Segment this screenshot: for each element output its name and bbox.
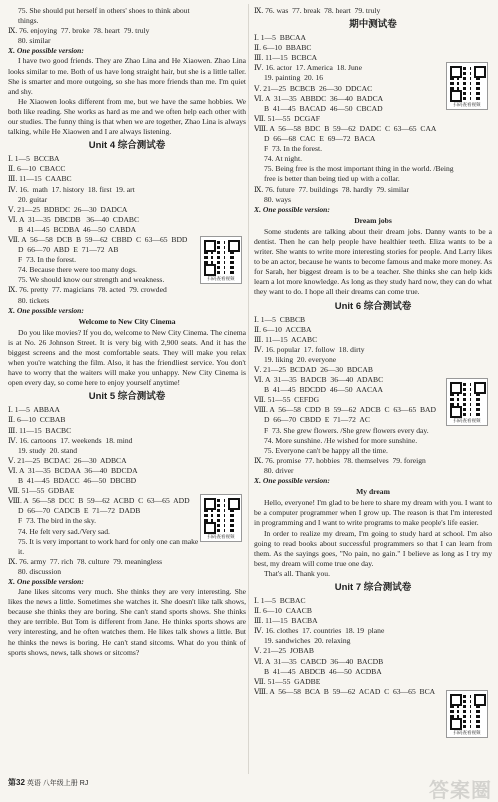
paragraph: Jane likes sitcoms very much. She thinks they are very interesting. She likes the news a little. Sometimes she watches it. She doesn't like talk shows, because she thinks they are boring. She can't stand sports shows. She thinks they are terrible. But Tom is different from Jane. He thinks sports shows are very interesting, and he often watches them. He likes talk shows a little. But he thinks the news is boring. He can't stand sitcoms. What do you think of sports shows, news, talk shows or sitcoms?: [8, 587, 246, 657]
qr-finder: [474, 66, 486, 78]
qr-caption: 扫码查看视频: [453, 730, 481, 735]
answer-line: Ⅰ. 1—5 BCCBA: [8, 154, 60, 164]
unit4-title: Unit 4 综合测试卷: [88, 140, 166, 152]
answer-line: Ⅵ. A 31—35 DBCDB 36—40 CDABC: [8, 214, 140, 224]
qr-code-unit4[interactable]: [200, 236, 242, 284]
answer-line: it.: [18, 546, 25, 556]
midterm-answers: [254, 33, 492, 205]
unit4-composition: [8, 328, 246, 389]
answer-line: Ⅷ. A 56—58 CDD B 59—62 ADCB C 63—65 BAD: [254, 405, 436, 415]
answer-line: Ⅰ. 1—5 CBBCB: [254, 314, 306, 324]
midterm-version-label: X. One possible version:: [254, 204, 330, 214]
answer-line: Ⅴ. 21—25 JOBAB: [254, 646, 314, 656]
answer-line: Ⅲ. 11—15 ACABC: [254, 334, 318, 344]
unit5-title: Unit 5 综合测试卷: [88, 391, 166, 403]
version-label: X. One possible version:: [8, 46, 84, 56]
answer-line: 80. discussion: [18, 566, 62, 576]
paragraph: I have two good friends. They are Zhao Lina and He Xiaowen. Zhao Lina looks similar to me. Both of us have long straight hair, but she is a little taller. She is smarter and more outgoing, so she has more friends than me. I'm quiet and shy.: [8, 56, 246, 96]
answer-line: Ⅲ. 11—15 BACBC: [8, 425, 72, 435]
answer-line: free is better than being tied up with a collar.: [264, 174, 400, 184]
answer-line: 74. Because there were too many dogs.: [18, 265, 137, 275]
answer-line: Ⅵ. A 31—35 CABCD 36—40 BACDB: [254, 656, 384, 666]
qr-finder: [450, 66, 462, 78]
answer-line: 19. liking 20. everyone: [264, 354, 337, 364]
answer-line: Ⅷ. A 56—58 BCA B 59—62 ACAD C 63—65 BCA: [254, 686, 436, 696]
essay-friends: [8, 56, 246, 137]
answer-line: 20. guitar: [18, 194, 48, 204]
unit5-answers: [8, 405, 246, 577]
qr-finder: [450, 90, 462, 102]
qr-caption: 扫码查看视频: [207, 276, 235, 281]
answer-line: Ⅳ. 16. clothes 17. countries 18. 19 plane: [254, 626, 385, 636]
answer-line: 80. tickets: [18, 295, 50, 305]
answer-line: Ⅷ. A 56—58 DCC B 59—62 ACBD C 63—65 ADD: [8, 496, 190, 506]
answer-line: F 73. She grew flowers. /She grew flowers every day.: [264, 425, 429, 435]
unit6-composition: [254, 498, 492, 579]
answer-line: Ⅲ. 11—15 BCBCA: [254, 53, 318, 63]
answer-line: Ⅳ. 16. math 17. history 18. first 19. art: [8, 184, 135, 194]
paragraph: Do you like movies? If you do, welcome to New City Cinema. The cinema is at No. 26 Johnson Street. It is very big with 2,900 seats. And it has the biggest screens and the most comfortable seats. They will make you relax when you're watching the film. Also, it has the friendliest service. You don't have to worry that the waiters will make you unhappy. New City Cinema is open every day, so come here to enjoy yourself anytime!: [8, 327, 246, 388]
answer-line: Ⅰ. 1—5 ABBAA: [8, 405, 60, 415]
answer-line: D 66—70 CBDD E 71—72 AC: [264, 415, 370, 425]
paragraph: He Xiaowen looks different from me, but we have the same hobbies. We both like reading. She works as hard as me and we often help each other with our studies. The funny thing is that when we are together, Zhao Lina is always talking, while He Xiaowen and I are always listening.: [8, 96, 246, 137]
answer-line: F 73. The bird in the sky.: [18, 516, 97, 526]
answer-line: Ⅱ. 6—10 BBABC: [254, 43, 312, 53]
answer-line: 75. We should know our strength and weakness.: [18, 275, 165, 285]
answer-line: D 66—68 CAC E 69—72 BACA: [264, 134, 376, 144]
unit5-composition: [8, 587, 246, 658]
answer-line: 19. painting 20. 16: [264, 73, 324, 83]
answer-line: 80. ways: [264, 194, 291, 204]
answer-line: Ⅴ. 21—25 BCDAC 26—30 ADBCA: [8, 455, 127, 465]
left-column: [8, 6, 246, 658]
answer-line: Ⅳ. 16. actor 17. America 18. June: [254, 63, 362, 73]
unit7-title: Unit 7 综合测试卷: [334, 581, 412, 593]
watermark-logo: 答案圈: [429, 779, 492, 802]
right-top-answers: [254, 6, 492, 16]
answer-line: 75. Everyone can't be happy all the time.: [264, 445, 388, 455]
answer-line: Ⅸ. 76. pretty 77. magicians 78. acted 79. crowded: [8, 285, 167, 295]
qr-finder: [204, 264, 216, 276]
qr-finder: [450, 718, 462, 730]
paragraph: Some students are talking about their dream jobs. Danny wants to be a dentist. Then he can help people have healthier teeth. Eliza wants to be a writer. She wants to write more interesting stories for people. And Larry likes to be an actor, because he wants to become famous and make more money. As for Sarah, her biggest dream is to be a teacher. She thinks she can help kids learn a lot more knowledge. As long as they study hard now, they can do what they want to do. I hope all their dreams can come true.: [254, 226, 492, 297]
answer-line: 80. similar: [18, 36, 51, 46]
answer-line: Ⅴ. 21—25 BCDAD 26—30 BDCAB: [254, 365, 373, 374]
qr-finder: [474, 382, 486, 394]
unit4-version-label: X. One possible version:: [8, 305, 84, 315]
answer-line: Ⅳ. 16. cartoons 17. weekends 18. mind: [8, 435, 133, 445]
qr-finder: [228, 498, 240, 510]
answer-line: B 41—45 BDCDD 46—50 AACAA: [264, 385, 383, 395]
answer-line: F 73. In the forest.: [264, 144, 322, 154]
unit4-composition-title: Welcome to New City Cinema: [78, 316, 176, 326]
paragraph: That's all. Thank you.: [264, 568, 330, 578]
answer-line: B 41—45 BACAD 46—50 CBCAD: [264, 103, 383, 113]
answer-line: 75. Being free is the most important thing in the world. /Being: [264, 164, 454, 174]
qr-code-unit7[interactable]: [446, 690, 488, 738]
answer-line: Ⅸ. 76. army 77. rich 78. culture 79. meaningless: [8, 556, 163, 566]
answer-line: D 66—70 CADCB E 71—72 DADB: [18, 506, 141, 516]
unit6-composition-title: My dream: [356, 487, 390, 497]
answer-line: 80. driver: [264, 465, 294, 475]
answer-line: 75. It is very important to work hard for only one can make: [18, 536, 199, 546]
qr-caption: 扫码查看视频: [453, 102, 481, 107]
qr-finder: [204, 240, 216, 252]
answer-line: Ⅴ. 21—25 BDBDC 26—30 DADCA: [8, 204, 128, 214]
answer-line: Ⅰ. 1—5 BCBAC: [254, 595, 306, 605]
answer-line: Ⅲ. 11—15 CAABC: [8, 174, 72, 184]
answer-line: Ⅱ. 6—10 CBACC: [8, 164, 66, 174]
answer-line: 19. study 20. stand: [18, 445, 78, 455]
answer-line: Ⅷ. A 56—58 BDC B 59—62 DADC C 63—65 CAA: [254, 123, 437, 133]
unit7-answers: [254, 596, 492, 697]
answer-line: D 66—70 ABD E 71—72 AB: [18, 245, 119, 255]
answer-line: 75. She should put herself in others' shoes to think about: [18, 6, 190, 15]
answer-line: 74. More sunshine. /He wished for more sunshine.: [264, 435, 418, 445]
answer-line: Ⅲ. 11—15 BACBA: [254, 616, 318, 626]
paragraph: In order to realize my dream, I'm going to study hard at school. I'm also going to read books about successful programmers so that I can learn from them. As the sayings goes, "No pain, no gain." I believe as long as I try my best, my dream will come true one day.: [254, 528, 492, 568]
qr-code-midterm[interactable]: [446, 62, 488, 110]
answer-line: 19. sandwiches 20. relaxing: [264, 636, 351, 646]
midterm-composition: [254, 227, 492, 298]
qr-finder: [450, 406, 462, 418]
answer-line: Ⅸ. 76. promise 77. hobbies 78. themselves 79. foreign: [254, 455, 426, 465]
answer-line: Ⅸ. 76. enjoying 77. broke 78. heart 79. truly: [8, 26, 150, 36]
qr-finder: [474, 694, 486, 706]
qr-code-unit6[interactable]: [446, 378, 488, 426]
qr-code-unit5[interactable]: [200, 494, 242, 542]
answer-line: Ⅶ. 51—55 GADBE: [254, 676, 321, 686]
answer-line: B 41—45 ABDCB 46—50 ACDBA: [264, 666, 382, 676]
unit6-version-label: X. One possible version:: [254, 476, 330, 486]
answer-line: things.: [18, 16, 39, 26]
answer-line: Ⅶ. 51—55 GDBAE: [8, 486, 75, 496]
answer-line: F 73. In the forest.: [18, 255, 76, 265]
qr-finder: [450, 694, 462, 706]
column-divider: [248, 4, 249, 774]
left-top-answers: [8, 6, 246, 46]
unit5-version-label: X. One possible version:: [8, 576, 84, 586]
answer-line: Ⅸ. 76. future 77. buildings 78. hardly 79. similar: [254, 184, 409, 194]
midterm-composition-title: Dream jobs: [354, 215, 392, 225]
answer-line: Ⅳ. 16. popular 17. follow 18. dirty: [254, 344, 365, 354]
answer-line: Ⅱ. 6—10 CCBAB: [8, 415, 66, 425]
answer-line: 74. He felt very sad./Very sad.: [18, 526, 110, 536]
midterm-title: 期中测试卷: [349, 19, 397, 31]
answer-line: Ⅵ. A 31—35 BCDAA 36—40 BDCDA: [8, 465, 138, 475]
qr-caption: 扫码查看视频: [207, 534, 235, 539]
book-info: 英语 八年级上册 RJ: [26, 780, 89, 787]
answer-line: 74. At night.: [264, 154, 302, 164]
answer-line: Ⅴ. 21—25 BCBCB 26—30 DDCAC: [254, 83, 373, 93]
answer-line: Ⅱ. 6—10 CAACB: [254, 606, 312, 616]
answer-line: B 41—45 BCDBA 46—50 CABDA: [18, 224, 137, 234]
qr-finder: [450, 382, 462, 394]
answer-line: Ⅵ. A 31—35 ABBDC 36—40 BADCA: [254, 93, 384, 103]
paragraph: Hello, everyone! I'm glad to be here to share my dream with you. I want to be a computer programmer when I grow up. The reason is that I'm interested in programming and I want to write programs to make people's life easier.: [254, 498, 492, 528]
page-number: 第32: [8, 778, 25, 787]
qr-finder: [228, 240, 240, 252]
qr-caption: 扫码查看视频: [453, 418, 481, 423]
answer-line: Ⅵ. A 31—35 BADCB 36—40 ADABC: [254, 375, 384, 385]
qr-finder: [204, 522, 216, 534]
answer-line: Ⅶ. 51—55 DCGAF: [254, 113, 320, 123]
answer-line: Ⅱ. 6—10 ACCBA: [254, 324, 312, 334]
answer-line: Ⅶ. 51—55 CEFDG: [254, 395, 320, 405]
answer-line: B 41—45 BDACC 46—50 DBCBD: [18, 476, 137, 486]
answer-line: Ⅸ. 76. was 77. break 78. heart 79. truly: [254, 6, 381, 15]
answer-line: Ⅶ. A 56—58 DCB B 59—62 CBBD C 63—65 BDD: [8, 234, 188, 244]
qr-finder: [204, 498, 216, 510]
answer-line: Ⅰ. 1—5 BBCAA: [254, 33, 306, 43]
unit6-title: Unit 6 综合测试卷: [334, 300, 412, 312]
page-footer: [8, 778, 88, 789]
